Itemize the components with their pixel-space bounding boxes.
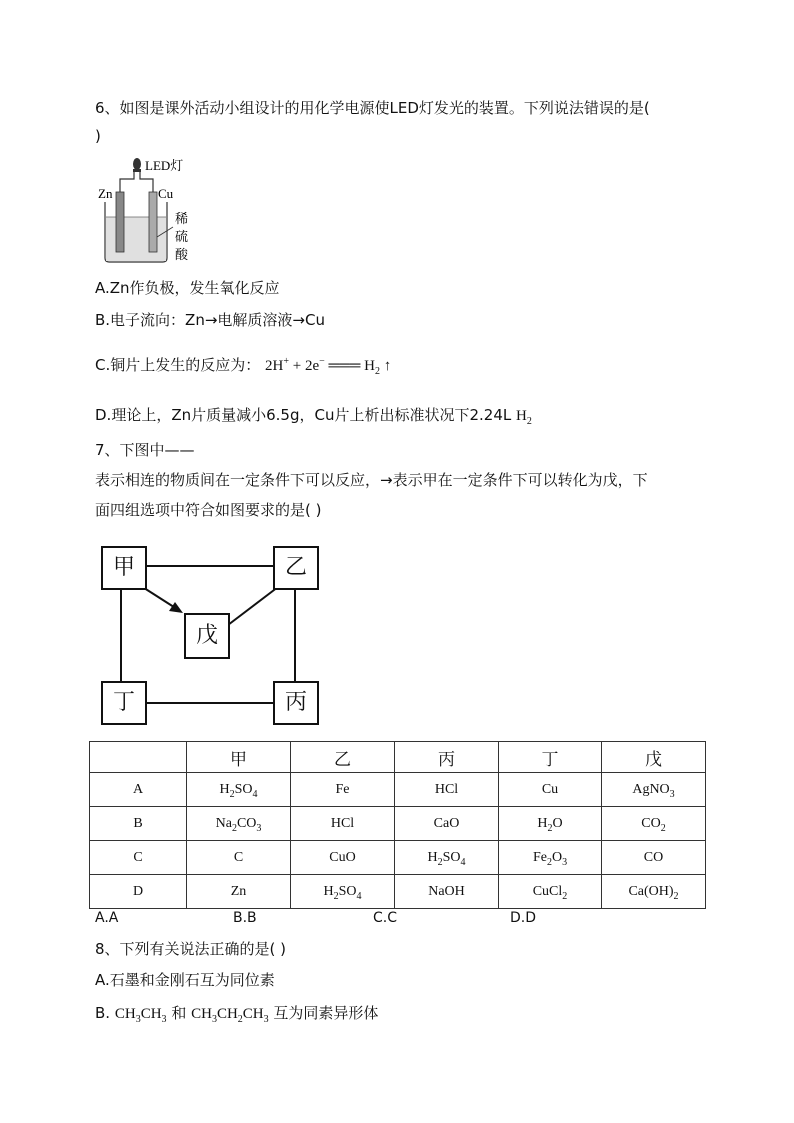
q6-option-b: B.电子流向：Zn→电解质溶液→Cu (95, 311, 325, 329)
table-cell: C (187, 841, 291, 875)
table-header-cell: 丙 (395, 742, 499, 773)
q7-answer-a: A.A (95, 910, 119, 926)
q7-stem-line2: 表示相连的物质间在一定条件下可以反应，→表示甲在一定条件下可以转化为戊，下 (95, 471, 648, 489)
row-label: A (90, 773, 187, 807)
table-header-row (90, 742, 706, 773)
row-label: D (90, 875, 187, 909)
q8-option-a: A.石墨和金刚石互为同位素 (95, 971, 275, 989)
table-cell: $CO_2$ (602, 807, 706, 841)
q6-option-a: A.Zn作负极，发生氧化反应 (95, 279, 280, 297)
table-row (90, 841, 706, 875)
table-cell: AgNO$_3$ (602, 773, 706, 807)
table-cell: HCl (291, 807, 395, 841)
node-yi: 乙 (273, 546, 319, 590)
table-cell: Fe (291, 773, 395, 807)
acid-label-1: 稀 (175, 212, 189, 227)
table-cell: CaO (395, 807, 499, 841)
q6-option-d-prefix: D.理论上，Zn片质量减小6.5g，Cu片上析出标准状况下2.24L (95, 406, 512, 424)
q7-answer-d: D.D (510, 910, 537, 926)
table-cell: $H_2SO_4$ (395, 841, 499, 875)
table-cell: $H_2O$ (499, 807, 602, 841)
zn-label: Zn (98, 186, 113, 201)
table-cell: CuO (291, 841, 395, 875)
q6-stem-line2: ) (95, 127, 101, 145)
table-header-cell: 甲 (187, 742, 291, 773)
node-jia: 甲 (101, 546, 147, 590)
cu-electrode (149, 192, 157, 252)
row-label: B (90, 807, 187, 841)
q7-stem-line1: 7、下图中—— (95, 441, 195, 459)
zn-electrode (116, 192, 124, 252)
table-header-cell (90, 742, 187, 773)
q6-option-c-prefix: C.铜片上发生的反应为： (95, 356, 261, 374)
table-cell: $H_2SO_4$ (187, 773, 291, 807)
q6-stem-line1: 6、如图是课外活动小组设计的用化学电源使LED灯发光的装置。下列说法错误的是( (95, 99, 650, 117)
table-header-cell: 乙 (291, 742, 395, 773)
table-cell: Zn (187, 875, 291, 909)
table-cell: $H_2SO_4$ (291, 875, 395, 909)
q7-answer-b: B.B (233, 910, 257, 926)
table-header-cell: 戊 (602, 742, 706, 773)
q7-stem-line3: 面四组选项中符合如图要求的是( ) (95, 501, 322, 519)
galvanic-cell-figure (95, 155, 205, 267)
node-bing: 丙 (273, 681, 319, 725)
table-cell: CuCl$_2$ (499, 875, 602, 909)
q7-options-table (89, 741, 706, 909)
row-label: C (90, 841, 187, 875)
table-cell: $Ca(OH)_2$ (602, 875, 706, 909)
table-header-cell: 丁 (499, 742, 602, 773)
table-cell: $Na_2CO_3$ (187, 807, 291, 841)
led-bulb-icon (133, 158, 141, 172)
table-cell: HCl (395, 773, 499, 807)
table-cell: $Fe_2O_3$ (499, 841, 602, 875)
led-label: LED灯 (145, 158, 184, 173)
table-row (90, 807, 706, 841)
node-wu: 戊 (184, 613, 230, 659)
arrow-head-icon (169, 602, 183, 613)
acid-label-2: 硫 (175, 230, 189, 245)
table-cell: NaOH (395, 875, 499, 909)
acid-label-3: 酸 (175, 248, 189, 263)
table-row (90, 875, 706, 909)
q8-option-b: B. $CH_3CH_3$ 和 $CH_3CH_2CH_3$ 互为同素异形体 (95, 1004, 379, 1025)
cu-label: Cu (158, 186, 174, 201)
q6-option-c-equation: 2H+ + 2e− ═══ $H_2$ ↑ (265, 356, 392, 377)
q6-option-c (95, 354, 391, 375)
q8-stem: 8、下列有关说法正确的是( ) (95, 940, 287, 958)
q7-answer-c: C.C (373, 910, 398, 926)
table-row (90, 773, 706, 807)
table-cell: Cu (499, 773, 602, 807)
q6-option-d: D.理论上，Zn片质量减小6.5g，Cu片上析出标准状况下2.24L $H_2$ (95, 406, 532, 427)
node-ding: 丁 (101, 681, 147, 725)
table-cell: CO (602, 841, 706, 875)
